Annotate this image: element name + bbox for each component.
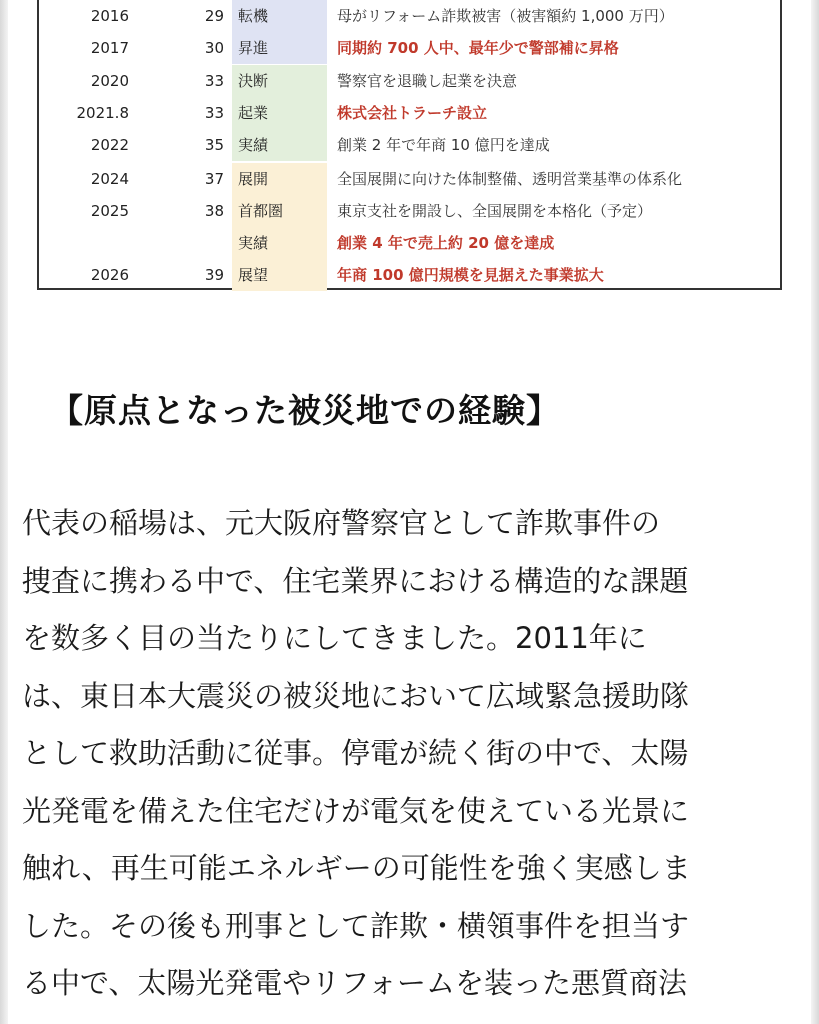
- frame-edge-right: [811, 0, 819, 1024]
- timeline-row: [39, 32, 780, 64]
- paragraph-line: る中で、太陽光発電やリフォームを装った悪質商法: [22, 966, 687, 1000]
- timeline-year: 2017: [90, 39, 129, 57]
- timeline-age: 39: [204, 266, 224, 284]
- timeline-row: [39, 195, 780, 227]
- timeline-year: [39, 227, 129, 259]
- timeline-age: 35: [204, 136, 224, 154]
- paragraph-line: として救助活動に従事。停電が続く街の中で、太陽: [22, 736, 689, 770]
- timeline-year: 2022: [90, 136, 129, 154]
- timeline-desc: 母がリフォーム詐欺被害（被害額約 1,000 万円）: [337, 7, 674, 25]
- timeline-tag: 起業: [232, 97, 327, 129]
- section-heading: 【原点となった被災地での経験】: [50, 391, 560, 430]
- timeline-age: 30: [204, 39, 224, 57]
- timeline-age: 29: [204, 7, 224, 25]
- timeline-tag: 展開: [232, 163, 327, 195]
- timeline-age: [139, 227, 224, 259]
- timeline-desc: 警察官を退職し起業を決意: [337, 72, 518, 90]
- paragraph-line: を数多く目の当たりにしてきました。2011年に: [22, 621, 647, 655]
- timeline-tag: 実績: [232, 227, 327, 259]
- timeline-year: 2026: [90, 266, 129, 284]
- timeline-row: [39, 97, 780, 129]
- timeline-desc-highlight: 創業 4 年で売上約 20 億を達成: [337, 234, 555, 252]
- timeline-row: [39, 65, 780, 97]
- timeline-row: [39, 0, 780, 32]
- timeline-tag: 転機: [232, 0, 327, 32]
- paragraph-line: 代表の稲場は、元大阪府警察官として詐欺事件の: [22, 506, 661, 540]
- timeline-year: 2024: [90, 170, 129, 188]
- timeline-age: 38: [204, 202, 224, 220]
- timeline-year: 2016: [90, 7, 129, 25]
- timeline-desc: 全国展開に向けた体制整備、透明営業基準の体系化: [337, 170, 683, 188]
- timeline-age: 37: [204, 170, 224, 188]
- frame-edge-left: [0, 0, 8, 1024]
- timeline-row: [39, 227, 780, 259]
- timeline-row: [39, 129, 780, 161]
- timeline-desc-highlight: 同期約 700 人中、最年少で警部補に昇格: [337, 39, 619, 57]
- paragraph-line: は、東日本大震災の被災地において広域緊急援助隊: [22, 678, 690, 713]
- timeline-tag: 首都圏: [232, 195, 327, 227]
- timeline-desc: 創業 2 年で年商 10 億円を達成: [337, 136, 550, 154]
- timeline-tag: 決断: [232, 65, 327, 97]
- paragraph-line: 触れ、再生可能エネルギーの可能性を強く実感しま: [22, 851, 691, 885]
- timeline-year: 2025: [90, 202, 129, 220]
- timeline-row: [39, 259, 780, 291]
- timeline-tag: 昇進: [232, 32, 327, 64]
- timeline-year: 2020: [90, 72, 129, 90]
- career-timeline-table: [37, 0, 782, 290]
- paragraph-line: 捜査に携わる中で、住宅業界における構造的な課題: [22, 563, 689, 598]
- timeline-tag: 実績: [232, 129, 327, 161]
- timeline-age: 33: [204, 72, 224, 90]
- timeline-desc: 東京支社を開設し、全国展開を本格化（予定）: [337, 202, 653, 220]
- paragraph-line: 光発電を備えた住宅だけが電気を使えている光景に: [22, 793, 690, 828]
- timeline-desc-highlight: 年商 100 億円規模を見据えた事業拡大: [337, 266, 604, 284]
- section-paragraph: [22, 495, 802, 1013]
- timeline-tag: 展望: [232, 259, 327, 291]
- timeline-row: [39, 163, 780, 195]
- timeline-age: 33: [204, 104, 224, 122]
- paragraph-line: した。その後も刑事として詐欺・横領事件を担当す: [22, 908, 690, 943]
- timeline-desc-highlight: 株式会社トラーチ設立: [337, 104, 488, 122]
- timeline-year: 2021.8: [76, 104, 129, 122]
